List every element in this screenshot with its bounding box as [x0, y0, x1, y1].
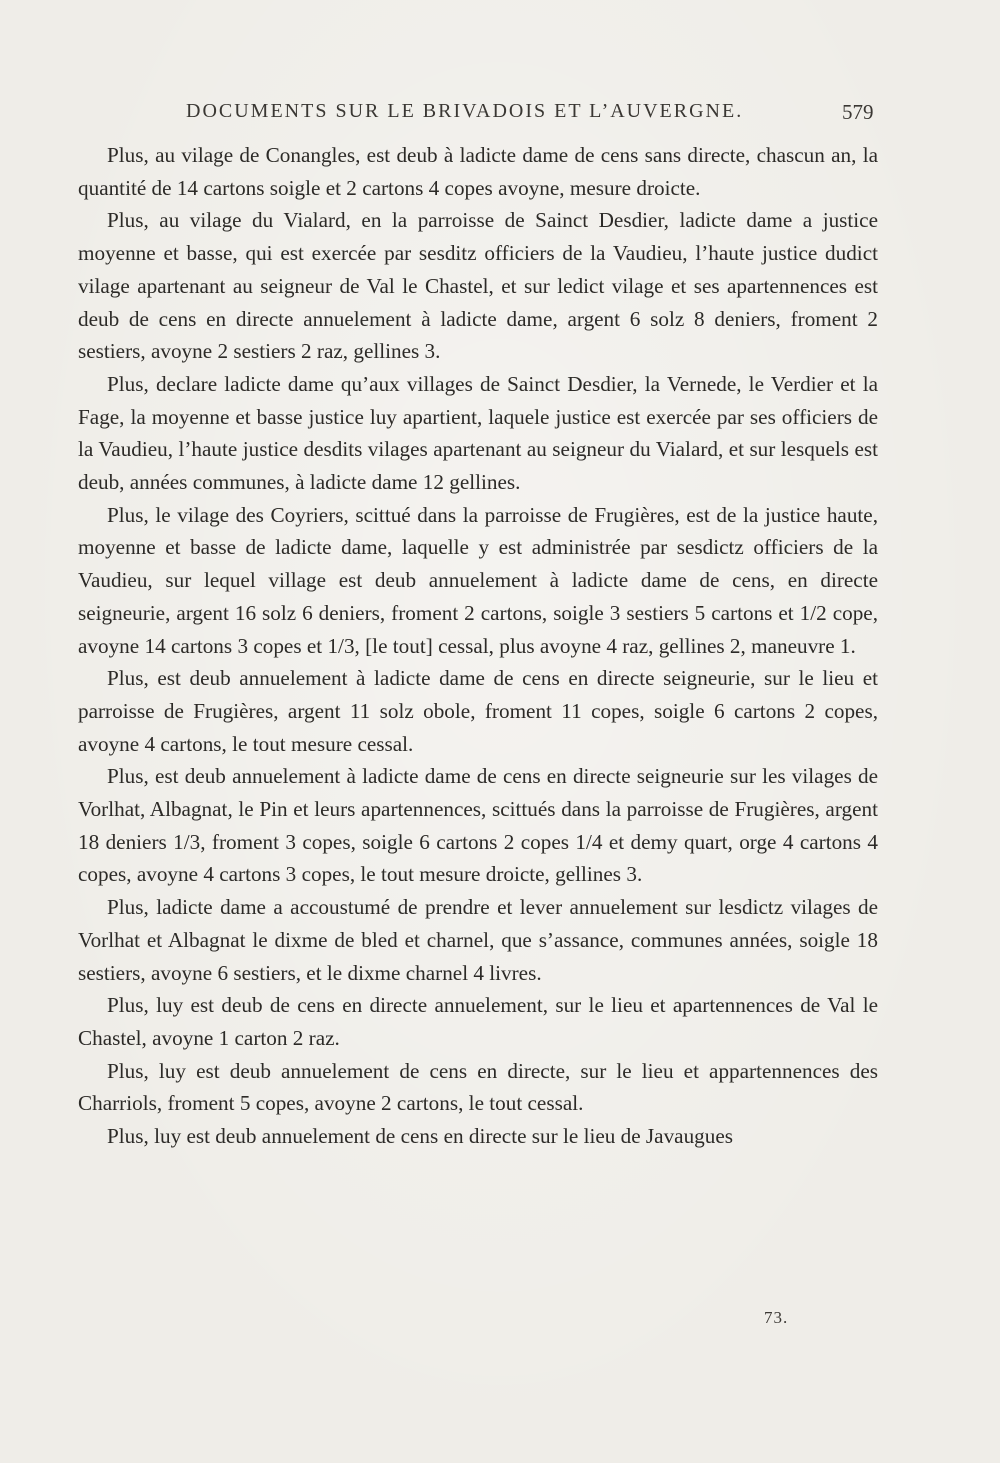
signature-mark: 73.: [764, 1308, 789, 1327]
paragraph: Plus, le vilage des Coyriers, scittué dans la parroisse de Frugières, est de la justice haute, moyenne et basse de ladicte dame, laquelle y est administrée par sesdictz officiers de la Vaudieu, sur lequel village est deub annuelement à ladicte dame de cens, en directe seigneurie, argent 16 solz 6 deniers, froment 2 cartons, soigle 3 sestiers 5 cartons et 1/2 cope, avoyne 14 cartons 3 copes et 1/3, [le tout] cessal, plus avoyne 4 raz, gellines 2, maneuvre 1.: [78, 502, 878, 658]
paragraph: Plus, au vilage du Vialard, en la parroisse de Sainct Desdier, ladicte dame a justice moyenne et basse, qui est exercée par sesditz officiers de la Vaudieu, l’haute justice dudict vilage apartenant au seigneur de Val le Chastel, et sur ledict vilage et ses apartennences est deub de cens en directe annuelement à ladicte dame, argent 6 solz 8 deniers, froment 2 sestiers, avoyne 2 sestiers 2 raz, gellines 3.: [78, 208, 878, 364]
body-text: [78, 139, 878, 1153]
paragraph: Plus, luy est deub annuelement de cens en directe sur le lieu de Javaugues: [107, 1124, 734, 1149]
running-title: DOCUMENTS SUR LE BRIVADOIS ET L’AUVERGNE.: [186, 100, 744, 122]
paragraph: Plus, est deub annuelement à ladicte dame de cens en directe seigneurie sur les vilages de Vorlhat, Albagnat, le Pin et leurs apartennences, scittués dans la parroisse de Frugières, argent 18 deniers 1/3, froment 3 copes, soigle 6 cartons 2 copes 1/4 et demy quart, orge 4 cartons 4 copes, avoyne 4 cartons 3 copes, le tout mesure droicte, gellines 3.: [78, 764, 878, 887]
paragraph: Plus, ladicte dame a accoustumé de prendre et lever annuelement sur lesdictz vilages de Vorlhat et Albagnat le dixme de bled et charnel, que s’assance, communes années, soigle 18 sestiers, avoyne 6 sestiers, et le dixme charnel 4 livres.: [78, 895, 878, 985]
paragraph: Plus, luy est deub annuelement de cens en directe, sur le lieu et appartennences des Charriols, froment 5 copes, avoyne 2 cartons, le tout cessal.: [78, 1058, 878, 1116]
paragraph: Plus, est deub annuelement à ladicte dame de cens en directe seigneurie, sur le lieu et parroisse de Frugières, argent 11 solz obole, froment 11 copes, soigle 6 cartons 2 copes, avoyne 4 cartons, le tout mesure cessal.: [78, 666, 878, 756]
paragraph: Plus, declare ladicte dame qu’aux villages de Sainct Desdier, la Vernede, le Verdier et la Fage, la moyenne et basse justice luy apartient, laquele justice est exercée par ses officiers de la Vaudieu, l’haute justice desdits vilages apartenant au seigneur du Vialard, et sur lesquels est deub, années communes, à ladicte dame 12 gellines.: [78, 371, 878, 495]
paragraph: Plus, luy est deub de cens en directe annuelement, sur le lieu et apartennences de Val le Chastel, avoyne 1 carton 2 raz.: [78, 993, 878, 1050]
paragraph: Plus, au vilage de Conangles, est deub à ladicte dame de cens sans directe, chascun an, la quantité de 14 cartons soigle et 2 cartons 4 copes avoyne, mesure droicte.: [78, 143, 878, 200]
page-number: 579: [842, 100, 874, 124]
